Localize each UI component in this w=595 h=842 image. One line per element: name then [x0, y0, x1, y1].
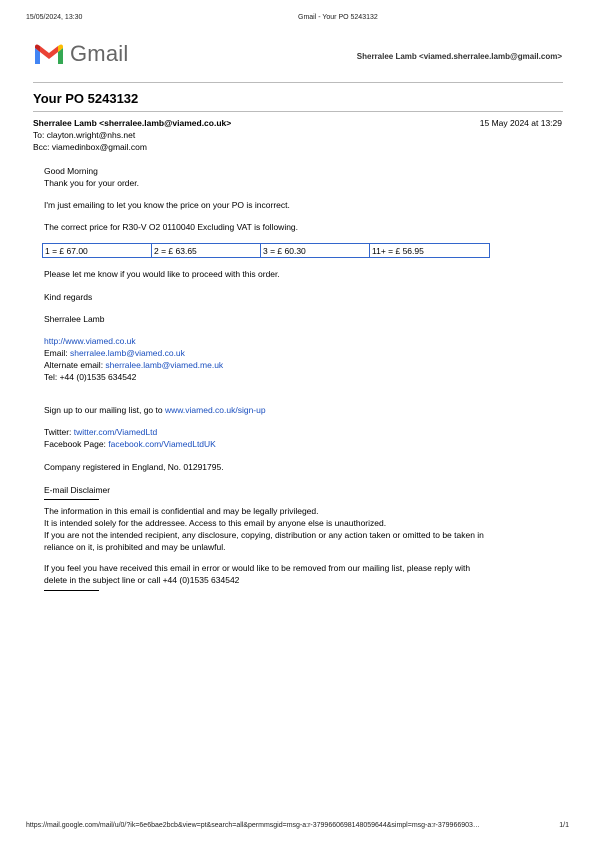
email-link[interactable]: sherralee.lamb@viamed.co.uk — [69, 348, 185, 358]
signup-link[interactable]: www.viamed.co.uk/sign-up — [164, 405, 266, 415]
twitter-line — [44, 427, 157, 437]
disclaimer-line: It is intended solely for the addressee. Access to this email by anyone else is unauthorized. — [44, 518, 387, 528]
twitter-link[interactable]: twitter.com/ViamedLtd — [73, 427, 158, 437]
website-link-text[interactable]: http://www.viamed.co.uk — [44, 336, 136, 346]
removal-line: delete in the subject line or call +44 (0)1535 634542 — [44, 575, 240, 585]
print-datetime: 15/05/2024, 13:30 — [26, 14, 83, 21]
alt-email-link[interactable]: sherralee.lamb@viamed.me.uk — [105, 360, 224, 370]
signup-text: Sign up to our mailing list, go to — [44, 405, 165, 415]
greeting: Good Morning — [44, 166, 98, 176]
proceed-line: Please let me know if you would like to proceed with this order. — [44, 269, 280, 279]
thanks-line: Thank you for your order. — [44, 178, 139, 188]
subject-divider — [33, 111, 563, 112]
twitter-label: Twitter: — [44, 427, 74, 437]
signup-line — [44, 405, 266, 415]
removal-line: If you feel you have received this email in error or would like to be removed from our mailing list, please reply with — [44, 563, 471, 573]
gmail-m-icon — [33, 41, 65, 67]
price-cell: 3 = £ 60.30 — [261, 244, 370, 258]
company-registration: Company registered in England, No. 01291795. — [44, 462, 224, 472]
facebook-link[interactable]: facebook.com/ViamedLtdUK — [108, 439, 216, 449]
print-footer-url: https://mail.google.com/mail/u/0/?ik=6e6bae2bcb&view=pt&search=all&permmsgid=msg-a:r-3799660698148059644&simpl=msg-a:r-379966903… — [26, 822, 480, 829]
email-bcc: Bcc: viamedinbox@gmail.com — [33, 142, 147, 152]
signature-name: Sherralee Lamb — [44, 314, 105, 324]
facebook-line — [44, 439, 216, 449]
account-name: Sherralee Lamb <viamed.sherralee.lamb@gmail.com> — [356, 52, 562, 61]
email-to: To: clayton.wright@nhs.net — [33, 130, 136, 140]
incorrect-price-line: I'm just emailing to let you know the price on your PO is incorrect. — [44, 200, 290, 210]
table-row — [43, 244, 490, 258]
regards-line: Kind regards — [44, 292, 93, 302]
telephone-line: Tel: +44 (0)1535 634542 — [44, 372, 137, 382]
disclaimer-line: If you are not the intended recipient, any disclosure, copying, distribution or any action taken or omitted to be taken in — [44, 530, 484, 540]
gmail-logo[interactable] — [33, 41, 128, 67]
website-link[interactable] — [44, 336, 136, 346]
removal-divider — [44, 590, 99, 591]
facebook-label: Facebook Page: — [44, 439, 109, 449]
email-from: Sherralee Lamb <sherralee.lamb@viamed.co.uk> — [33, 118, 232, 128]
email-contact-line — [44, 348, 185, 358]
page-number: 1/1 — [559, 822, 569, 829]
header-divider — [33, 82, 563, 83]
email-label: Email: — [44, 348, 70, 358]
disclaimer-title: E-mail Disclaimer — [44, 485, 111, 495]
price-table — [42, 243, 490, 258]
disclaimer-divider — [44, 499, 99, 500]
price-cell: 1 = £ 67.00 — [43, 244, 152, 258]
gmail-logo-text: Gmail — [70, 41, 129, 66]
disclaimer-line: reliance on it, is prohibited and may be unlawful. — [44, 542, 226, 552]
email-subject: Your PO 5243132 — [33, 91, 139, 106]
disclaimer-line: The information in this email is confidential and may be legally privileged. — [44, 506, 319, 516]
alt-email-line — [44, 360, 223, 370]
print-title: Gmail - Your PO 5243132 — [298, 14, 378, 21]
email-date: 15 May 2024 at 13:29 — [479, 118, 562, 128]
alt-email-label: Alternate email: — [44, 360, 106, 370]
correct-price-line: The correct price for R30-V O2 0110040 Excluding VAT is following. — [44, 222, 299, 232]
price-cell: 2 = £ 63.65 — [152, 244, 261, 258]
price-cell: 11+ = £ 56.95 — [370, 244, 490, 258]
